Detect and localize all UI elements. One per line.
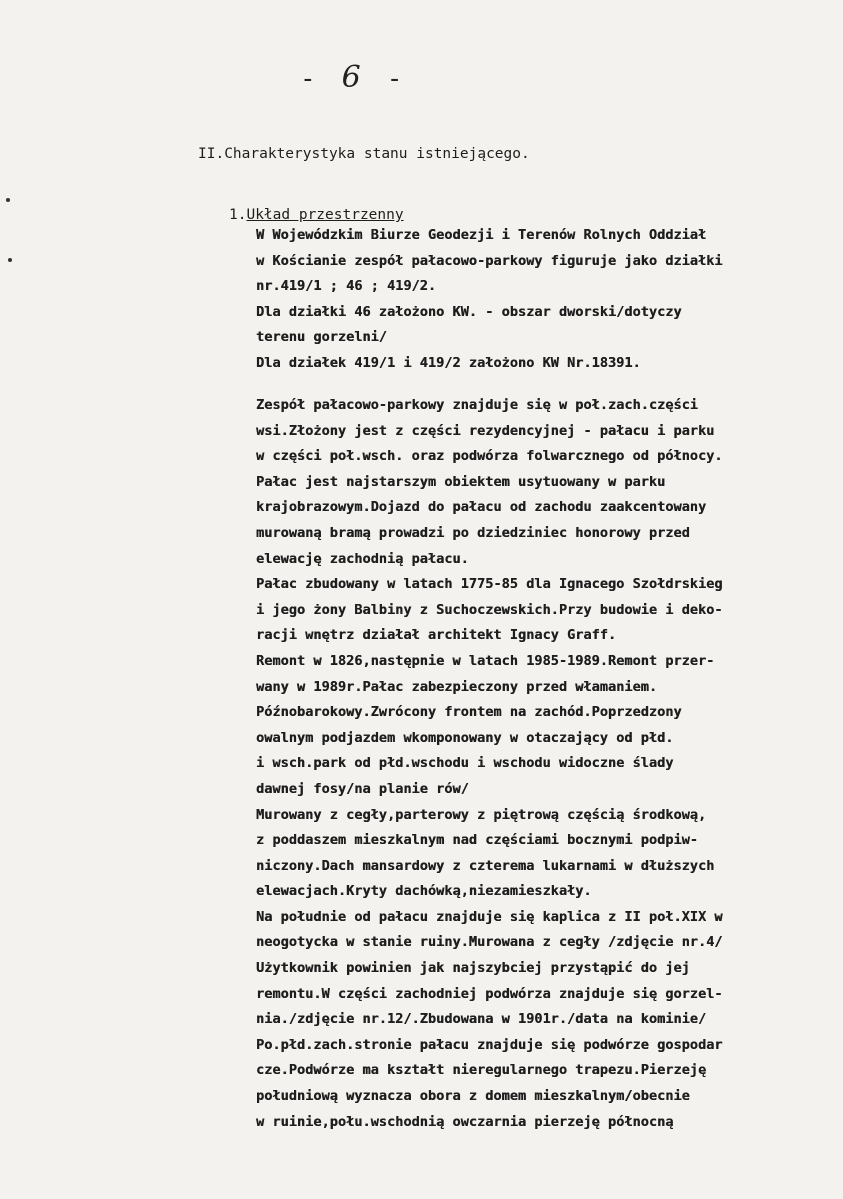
text-line: Późnobarokowy.Zwrócony frontem na zachód.Poprzedzony [256,704,682,721]
text-line: owalnym podjazdem wkomponowany w otaczający od płd. [256,729,674,746]
text-line: z poddaszem mieszkalnym nad częściami bocznymi podpiw- [256,832,698,849]
punch-hole-mark [6,198,10,202]
page-number-dash-right: - [386,64,403,94]
text-line: krajobrazowym.Dojazd do pałacu od zachodu zaakcentowany [256,499,707,516]
text-line: Murowany z cegły,parterowy z piętrową częścią środkową, [256,806,707,823]
text-line: dawnej fosy/na planie rów/ [256,780,469,797]
text-line: w ruinie,połu.wschodnią owczarnia pierzeję północną [256,1113,674,1130]
text-line: w Kościanie zespół pałacowo-parkowy figuruje jako działki [256,252,723,269]
text-line: Po.płd.zach.stronie pałacu znajduje się podwórze gospodar [256,1036,723,1053]
subsection-title: Układ przestrzenny [246,207,404,223]
text-line: Dla działek 419/1 i 419/2 założono KW Nr.18391. [256,354,641,371]
text-line: w części poł.wsch. oraz podwórza folwarcznego od północy. [256,448,723,465]
text-line: Remont w 1826,następnie w latach 1985-1989.Remont przer- [256,652,715,669]
text-line: Na południe od pałacu znajduje się kaplica z II poł.XIX w [256,908,723,925]
paragraph-complex-description [256,393,840,1135]
text-line: neogotycka w stanie ruiny.Murowana z cegły /zdjęcie nr.4/ [256,934,723,951]
text-line: i wsch.park od płd.wschodu i wschodu widoczne ślady [256,755,674,772]
text-line: wsi.Złożony jest z części rezydencyjnej - pałacu i parku [256,422,715,439]
page-number-dash-left: - [300,64,316,94]
text-line: południową wyznacza obora z domem mieszkalnym/obecnie [256,1088,690,1105]
text-line: racji wnętrz działał architekt Ignacy Graff. [256,627,617,644]
text-line: nia./zdjęcie nr.12/.Zbudowana w 1901r./data na kominie/ [256,1011,707,1028]
subsection-heading [229,207,404,223]
text-line: Pałac jest najstarszym obiektem usytuowany w parku [256,473,666,490]
text-line: Dla działki 46 założono KW. - obszar dworski/dotyczy [256,303,682,320]
punch-hole-mark [8,258,12,262]
text-line: nr.419/1 ; 46 ; 419/2. [256,278,437,295]
section-heading: II.Charakterystyka stanu istniejącego. [198,146,530,162]
text-line: i jego żony Balbiny z Suchoczewskich.Przy budowie i deko- [256,601,723,618]
text-line: W Wojewódzkim Biurze Geodezji i Terenów Rolnych Oddział [256,227,707,243]
text-line: elewacjach.Kryty dachówką,niezamieszkały. [256,883,592,900]
text-line: elewację zachodnią pałacu. [256,550,469,567]
text-line: Użytkownik powinien jak najszybciej przystąpić do jej [256,960,690,977]
paragraph-land-registry [256,223,840,377]
text-line: cze.Podwórze ma kształt nieregularnego trapezu.Pierzeję [256,1062,707,1079]
subsection-number: 1. [229,207,247,223]
text-line: murowaną bramą prowadzi po dziedziniec honorowy przed [256,524,690,541]
text-line: remontu.W części zachodniej podwórza znajduje się gorzel- [256,985,723,1002]
text-line: terenu gorzelni/ [256,329,387,346]
text-line: Pałac zbudowany w latach 1775-85 dla Ignacego Szołdrskieg [256,576,723,593]
page-number [300,60,402,95]
text-line: wany w 1989r.Pałac zabezpieczony przed włamaniem. [256,678,658,695]
page-number-value: 6 [341,60,361,95]
text-line: Zespół pałacowo-parkowy znajduje się w poł.zach.części [256,397,698,413]
text-line: niczony.Dach mansardowy z czterema lukarnami w dłuższych [256,857,715,874]
